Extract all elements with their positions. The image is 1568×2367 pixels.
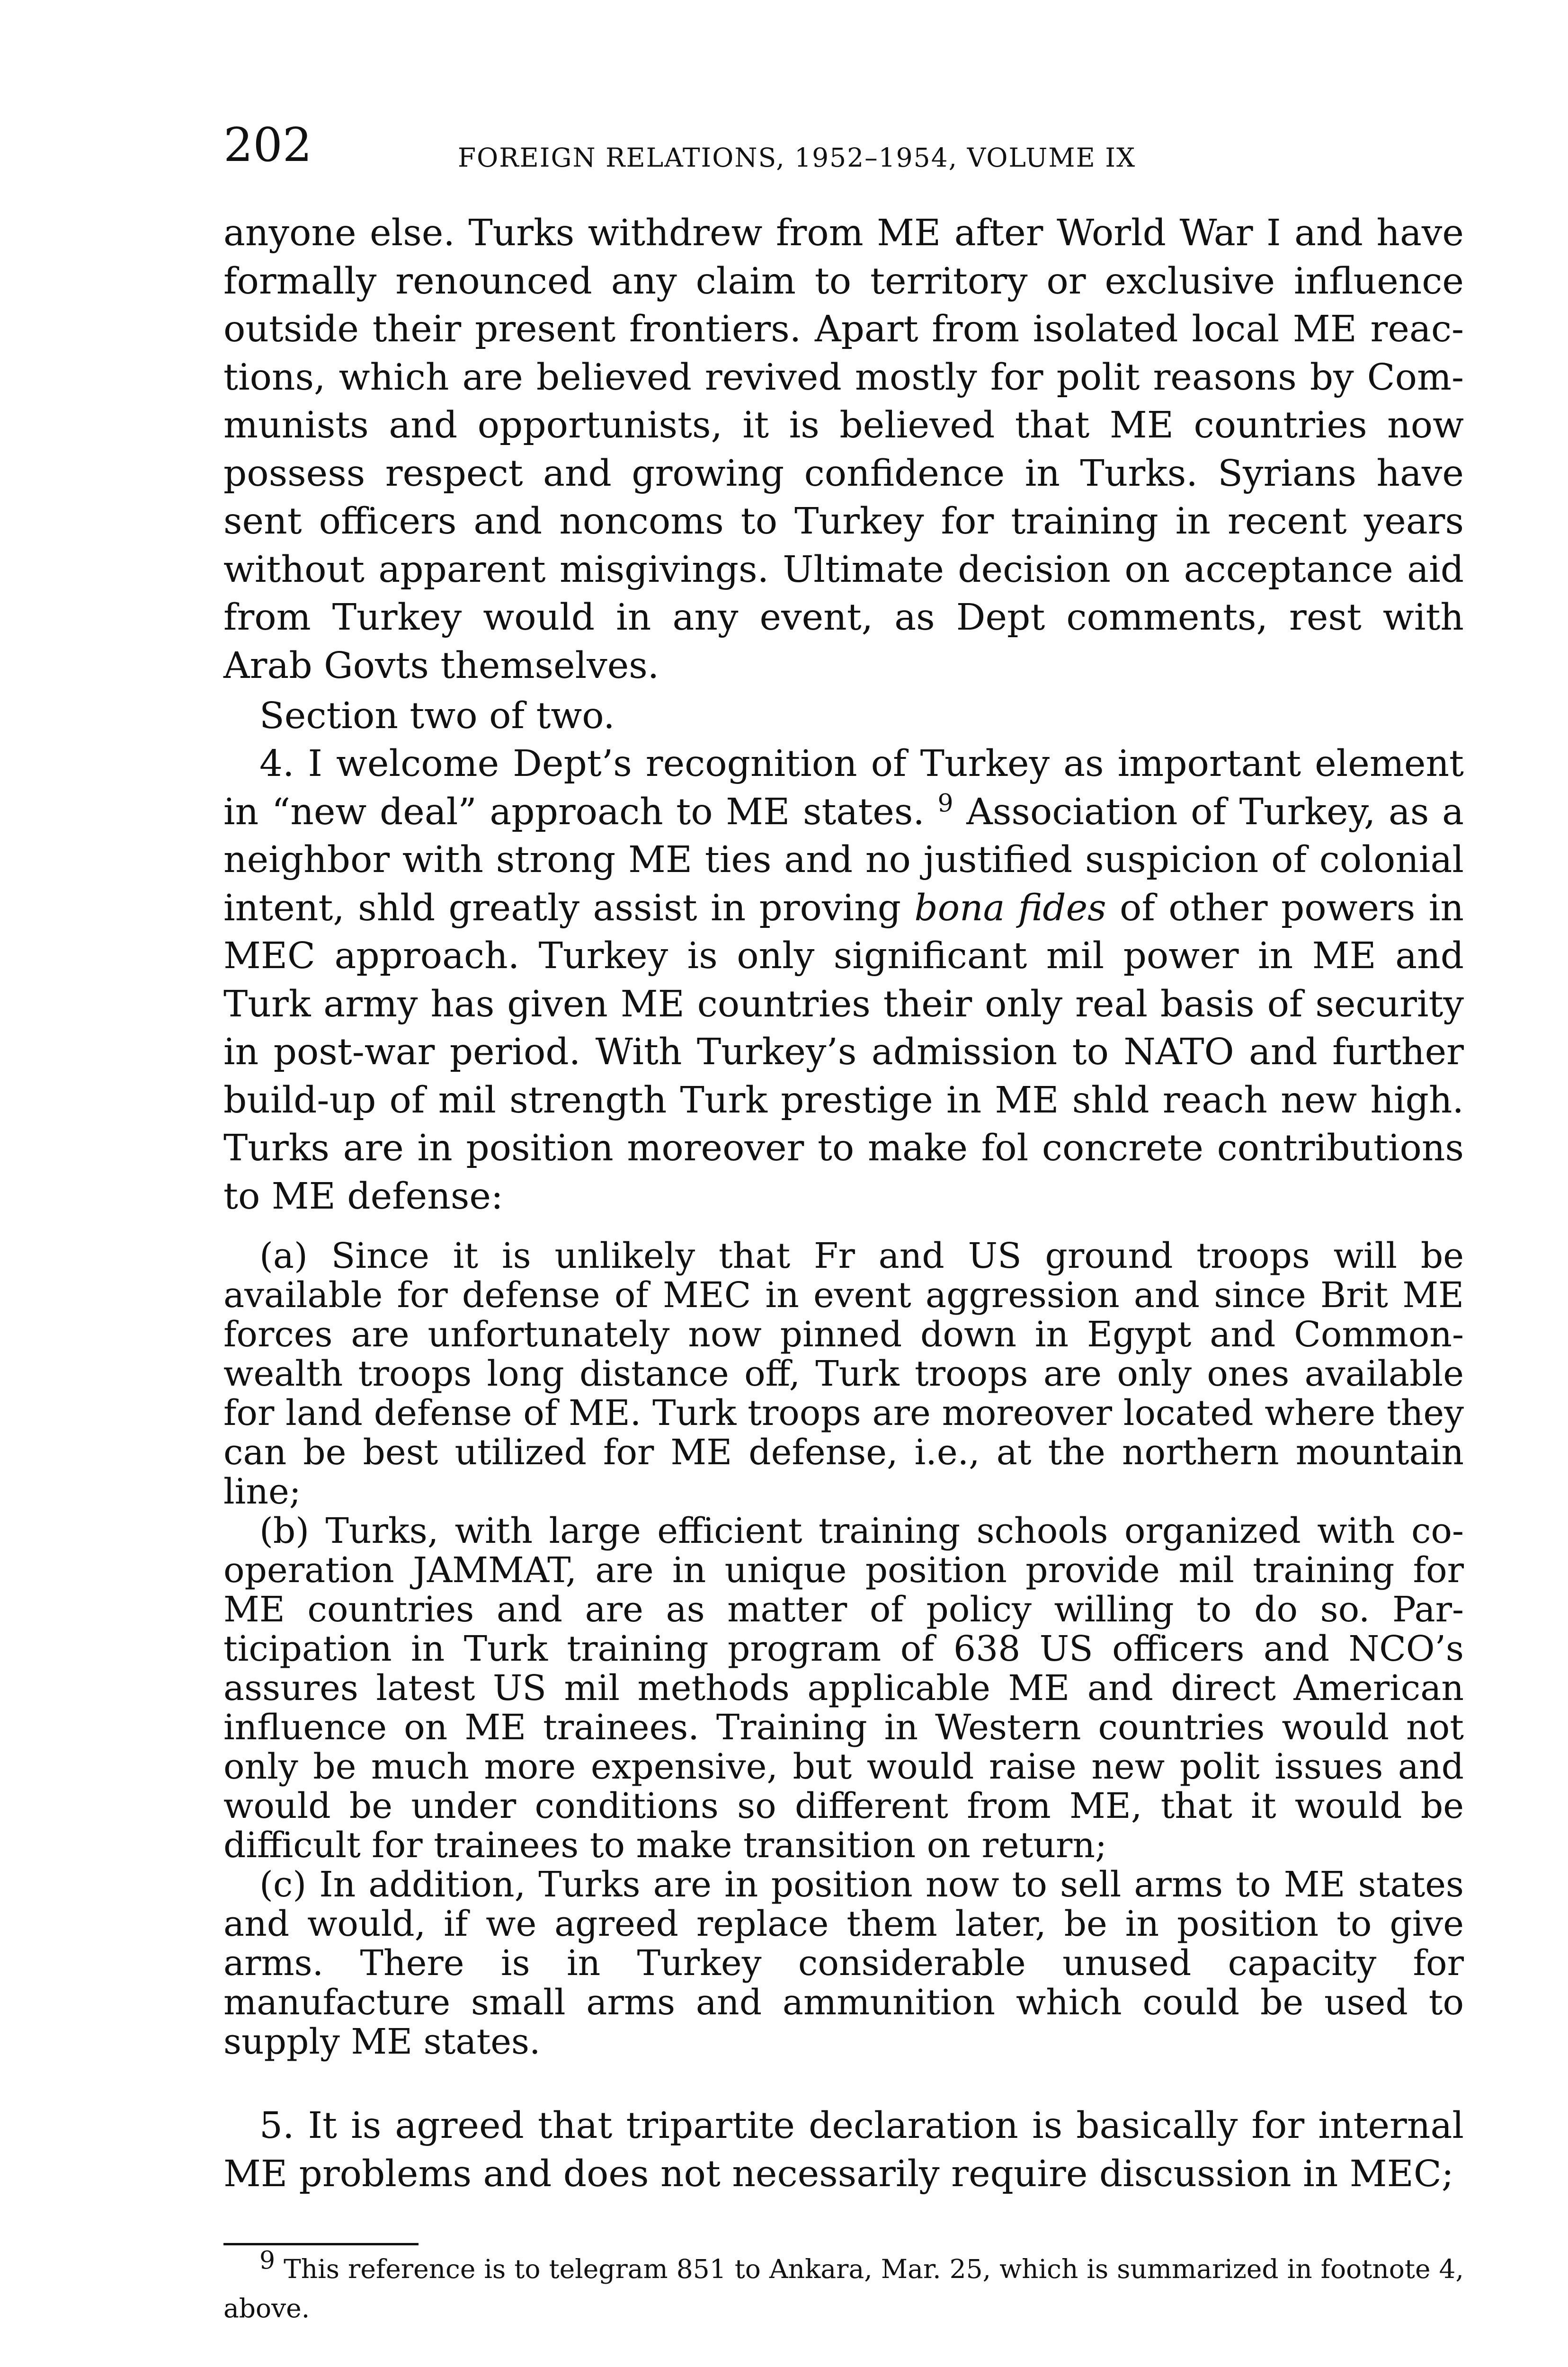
footnote-9 [223,2246,1464,2328]
paragraph-4 [223,740,1464,1220]
paragraph-4-text-after-ref: Association of Turkey, as a neighbor with strong ME ties and no justified suspicion of colonial intent, shld greatly assist in proving [223,791,1464,929]
quoted-item-c: (c) In addition, Turks are in position now to sell arms to ME states and would, if we agreed replace them later, be in position to give arms. There is in Turkey considerable unused capacity for manufacture small arms and ammunition which could be used to supply ME states. [223,1864,1464,2062]
paragraph-continuation: anyone else. Turks withdrew from ME after World War I and have formally renounced any claim to territory or exclusive influence outside their present frontiers. Apart from isolated local ME reactions, which are believed revived mostly for polit reasons by Communists and opportunists, it is believed that ME countries now possess respect and growing confidence in Turks. Syrians have sent officers and noncoms to Turkey for training in recent years without apparent misgivings. Ultimate decision on acceptance aid from Turkey would in any event, as Dept comments, rest with Arab Govts themselves. [223,212,1464,687]
footnote-marker-9: 9 [259,2246,276,2275]
paragraph-4-text-before-ref: 4. I welcome Dept’s recognition of Turkey as important element in “new deal” approach to ME states. [223,743,1464,833]
section-line: Section two of two. [259,695,615,737]
footnote-text: This reference is to telegram 851 to Ankara, Mar. 25, which is summarized in footnote 4, above. [223,2254,1464,2323]
footnote-divider [223,2243,419,2245]
paragraph-5: 5. It is agreed that tripartite declaration is basically for internal ME problems and does not necessarily require discussion in MEC; [223,2105,1464,2195]
footnote-reference-9: 9 [937,789,953,818]
quoted-item-a: (a) Since it is unlikely that Fr and US ground troops will be available for defense of MEC in event aggression and since Brit ME forces are unfortunately now pinned down in Egypt and Commonwealth troops long distance off, Turk troops are only ones available for land defense of ME. Turk troops are moreover located where they can be best utilized for ME defense, i.e., at the northern mountain line; [223,1236,1464,1512]
paragraph-4-italic-term: bona fides [914,887,1106,929]
running-head: FOREIGN RELATIONS, 1952–1954, VOLUME IX [458,142,1136,173]
page-header [223,118,1464,179]
quoted-item-b: (b) Turks, with large efficient training schools organized with cooperation JAMMAT, are in unique position provide mil training for ME countries and are as matter of policy willing to do so. Participation in Turk training program of 638 US officers and NCO’s assures latest US mil methods applicable ME and direct American influence on ME trainees. Training in Western countries would not only be much more expensive, but would raise new polit issues and would be under conditions so different from ME, that it would be difficult for trainees to make transition on return; [223,1511,1464,1866]
paragraph-4-text-end: of other powers in MEC approach. Turkey is only significant mil power in ME and Turk army has given ME countries their only real basis of security in post-war period. With Turkey’s admission to NATO and further build-up of mil strength Turk prestige in ME shld reach new high. Turks are in position moreover to make fol concrete contributions to ME defense: [223,887,1464,1218]
page-number: 202 [223,118,312,172]
